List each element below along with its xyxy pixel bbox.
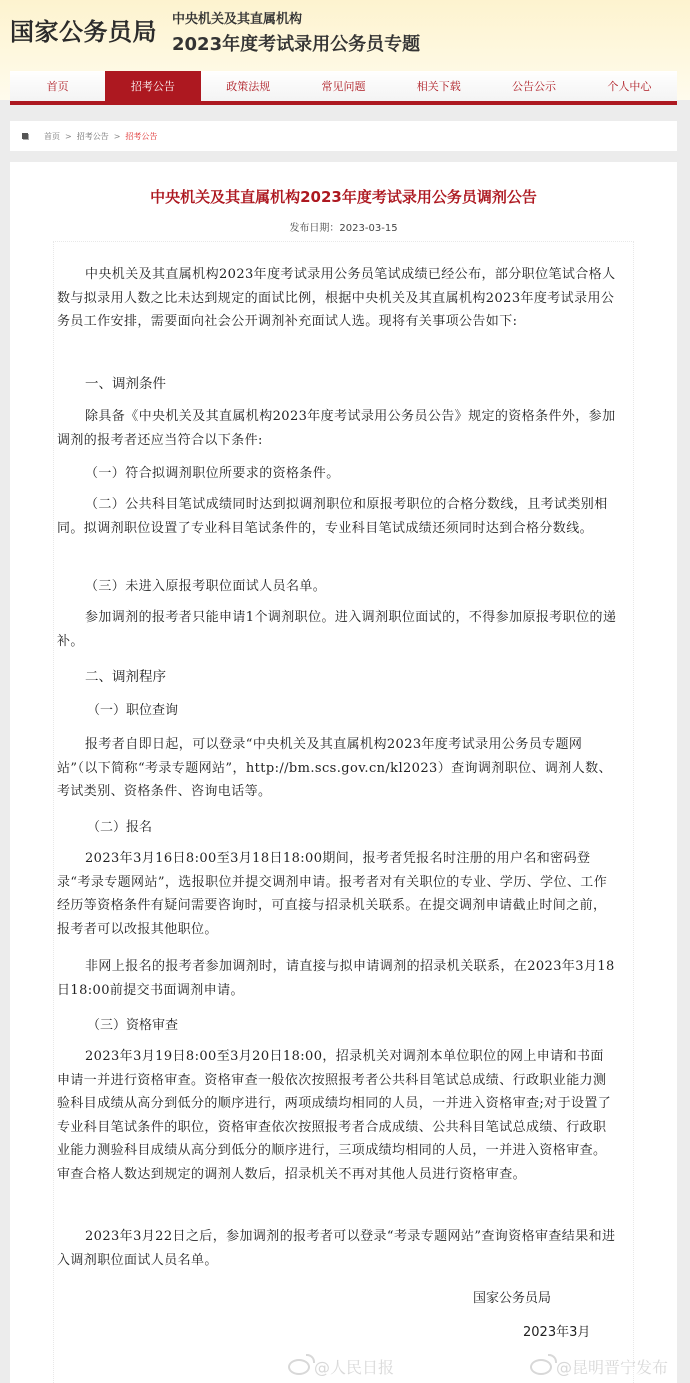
conditions-paragraph: 除具备《中央机关及其直属机构2023年度考试录用公务员公告》规定的资格条件外，参加调剂的报考者还应当符合以下条件:	[57, 409, 616, 448]
position-query-paragraph: 报考者自即日起，可以登录“中央机关及其直属机构2023年度考试录用公务员专题网站”（以下简称“考录专题网站”，http://bm.scs.gov.cn/kl2023）查询调剂职位、调剂人数、考试类别、资格条件、咨询电话等。	[57, 737, 612, 799]
signature-org: 国家公务员局	[473, 1291, 552, 1306]
site-logo[interactable]: 国家公务员局	[10, 18, 157, 46]
section-heading-procedure: 二、调剂程序	[85, 669, 166, 685]
breadcrumb	[10, 121, 677, 151]
publish-date: 发布日期：2023-03-15	[289, 223, 398, 234]
nav-item-home[interactable]: 首页	[46, 80, 69, 93]
site-subtitle-org: 中央机关及其直属机构	[172, 12, 303, 27]
condition-item-1: （一）符合拟调剂职位所要求的资格条件。	[85, 466, 340, 481]
watermark-text: @人民日报	[314, 1358, 395, 1377]
breadcrumb-home[interactable]: 首页	[44, 131, 60, 141]
watermark-jinning	[530, 1355, 668, 1378]
weibo-icon	[288, 1359, 310, 1375]
signature-date: 2023年3月	[523, 1325, 591, 1340]
registration-paragraph-1: 2023年3月16日8:00至3月18日18:00期间，报考者凭报名时注册的用户名和密码登录“考录专题网站”，选报职位并提交调剂申请。报考者对有关职位的专业、学历、学位、工作经历等资格条件有疑问需要咨询时，可直接与招录机关联系。在提交调剂申请截止时间之前，报考者可以改报其他职位。	[57, 851, 608, 937]
nav-item-faq[interactable]: 常见问题	[321, 80, 366, 93]
main-nav	[10, 71, 677, 102]
condition-item-3: （三）未进入原报考职位面试人员名单。	[85, 579, 327, 594]
condition-item-2: （二）公共科目笔试成绩同时达到拟调剂职位和原报考职位的合格分数线，且考试类别相同。拟调剂职位设置了专业科目笔试条件的，专业科目笔试成绩还须同时达到合格分数线。	[57, 497, 608, 536]
weibo-icon	[530, 1359, 552, 1375]
qualification-review-paragraph: 2023年3月19日8:00至3月20日18:00，招录机关对调剂本单位职位的网上申请和书面申请一并进行资格审查。资格审查一般依次按照报考者公共科目笔试总成绩、行政职业能力测验科目成绩从高分到低分的顺序进行，两项成绩均相同的人员，一并进入资格审查;对于设置了专业科目笔试条件的职位，资格审查依次按照报考者合成成绩、公共科目笔试总成绩、行政职业能力测验科目成绩从高分到低分的顺序进行，三项成绩均相同的人员，一并进入资格审查。审查合格人数达到规定的调剂人数后，招录机关不再对其他人员进行资格审查。	[57, 1049, 612, 1182]
breadcrumb-current[interactable]: 招考公告	[125, 131, 158, 141]
breadcrumb-recruitment[interactable]: 招考公告	[76, 131, 109, 141]
results-paragraph: 2023年3月22日之后，参加调剂的报考者可以登录“考录专题网站”查询资格审查结果和进入调剂职位面试人员名单。	[57, 1229, 616, 1268]
watermark-renmin-daily	[288, 1355, 394, 1378]
subsection-heading-registration: （二）报名	[87, 820, 153, 835]
nav-item-policies[interactable]: 政策法规	[226, 80, 271, 93]
nav-item-downloads[interactable]: 相关下载	[416, 80, 461, 93]
intro-paragraph: 中央机关及其直属机构2023年度考试录用公务员笔试成绩已经公布，部分职位笔试合格人数与拟录用人数之比未达到规定的面试比例，根据中央机关及其直属机构2023年度考试录用公务员工作安排，需要面向社会公开调剂补充面试人选。现将有关事项公告如下:	[57, 267, 616, 329]
breadcrumb-separator: >	[65, 131, 72, 141]
site-subtitle-topic: 2023年度考试录用公务员专题	[172, 34, 421, 55]
nav-underline	[10, 101, 677, 105]
nav-item-recruitment-notice[interactable]: 招考公告	[105, 71, 200, 102]
nav-item-personal-center[interactable]: 个人中心	[607, 80, 652, 93]
conditions-note: 参加调剂的报考者只能申请1个调剂职位。进入调剂职位面试的，不得参加原报考职位的递补。	[57, 610, 617, 649]
location-icon	[22, 133, 28, 139]
section-heading-conditions: 一、调剂条件	[85, 376, 166, 392]
subsection-heading-qualification-review: （三）资格审查	[87, 1018, 179, 1033]
registration-paragraph-2: 非网上报名的报考者参加调剂时，请直接与拟申请调剂的招录机关联系，在2023年3月18日18:00前提交书面调剂申请。	[57, 959, 615, 998]
watermark-text: @昆明晋宁发布	[556, 1358, 669, 1377]
breadcrumb-separator: >	[113, 131, 121, 141]
article-title: 中央机关及其直属机构2023年度考试录用公务员调剂公告	[150, 188, 537, 206]
nav-item-announcements[interactable]: 公告公示	[512, 80, 557, 93]
subsection-heading-position-query: （一）职位查询	[87, 703, 179, 718]
